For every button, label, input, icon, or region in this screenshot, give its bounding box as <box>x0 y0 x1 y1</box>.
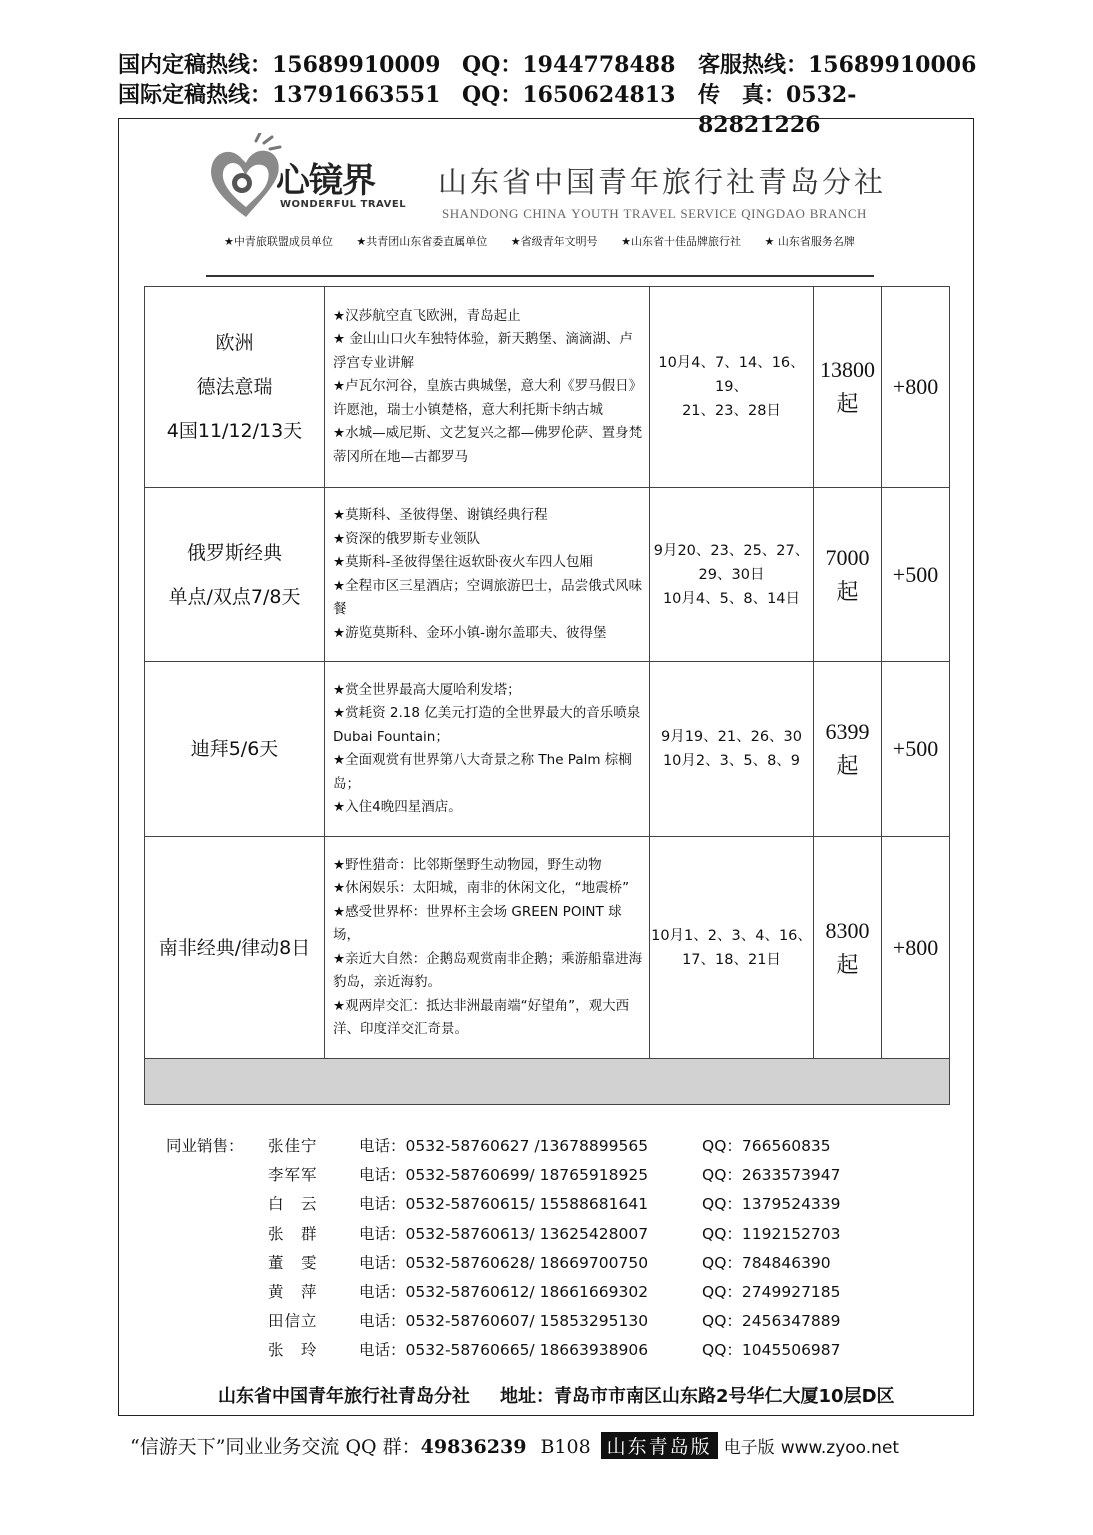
footer-qq-group: 49836239 <box>420 1436 527 1458</box>
staff-qq: QQ：1192152703 <box>702 1224 841 1243</box>
price-value: 6399 <box>825 719 870 744</box>
highlight-item: ★野性猎奇：比邻斯堡野生动物园，野生动物 <box>333 856 602 873</box>
table-footer-band <box>145 1059 950 1105</box>
date-line: 10月2、3、5、8、9 <box>662 753 801 769</box>
sales-contact-row <box>166 1309 866 1338</box>
sales-contacts <box>166 1134 866 1368</box>
highlight-item: ★全程市区三星酒店；空调旅游巴士，品尝俄式风味餐 <box>333 577 643 617</box>
highlight-item: ★亲近大自然：企鹅岛观赏南非企鹅；乘游船靠进海豹岛，亲近海豹。 <box>333 950 643 990</box>
agency-name-en-word: TRAVEL <box>623 206 677 221</box>
route-row-dubai <box>145 662 950 837</box>
sales-contact-row <box>166 1192 866 1221</box>
highlight-item: ★ 金山山口火车独特体验，新天鹅堡、滴滴湖、卢浮宫专业讲解 <box>333 331 633 371</box>
route-row-europe <box>145 287 950 488</box>
staff-phone: 电话：0532-58760613/ 13625428007 <box>359 1224 649 1243</box>
sales-contact-row <box>166 1134 866 1163</box>
route-highlights <box>325 837 650 1059</box>
agency-name-en-word: SHANDONG <box>442 206 519 221</box>
staff-name: 张 群 <box>268 1224 318 1243</box>
highlight-item: ★游览莫斯科、金环小镇-谢尔盖耶夫、彼得堡 <box>333 624 607 641</box>
sales-contact-row <box>166 1222 866 1251</box>
staff-phone: 电话：0532-58760612/ 18661669302 <box>359 1282 649 1301</box>
agency-name-en-word: SERVICE <box>680 206 737 221</box>
staff-phone: 电话：0532-58760615/ 15588681641 <box>359 1195 649 1214</box>
agency-name-en-word: QINGDAO <box>741 206 806 221</box>
ebook-label: 电子版 <box>723 1438 775 1458</box>
staff-name: 董 雯 <box>268 1253 318 1272</box>
highlight-item: ★赏耗资 2.18 亿美元打造的全世界最大的音乐喷泉 Dubai Fountain； <box>333 705 641 745</box>
staff-qq: QQ：766560835 <box>702 1137 831 1155</box>
agency-name-en-word: CHINA <box>523 206 567 221</box>
price-suffix: 起 <box>836 951 859 977</box>
staff-qq: QQ：784846390 <box>702 1253 831 1272</box>
honor-item: ★省级青年文明号 <box>510 235 598 248</box>
hotline-row <box>118 50 978 80</box>
fax-number: 传 真：0532-82821226 <box>698 82 857 138</box>
staff-name: 张佳宁 <box>268 1137 318 1155</box>
route-name <box>145 837 325 1059</box>
footer-slogan: “信游天下”同业业务交流 QQ 群： <box>130 1436 421 1458</box>
route-row-russia <box>145 488 950 662</box>
price-suffix: 起 <box>836 753 859 778</box>
header-divider <box>206 275 874 277</box>
staff-qq: QQ：2749927185 <box>702 1282 841 1301</box>
agency-name-en-word: BRANCH <box>809 206 867 221</box>
route-name-line: 南非经典/律动8日 <box>158 936 311 959</box>
date-line: 10月4、5、8、14日 <box>662 590 801 607</box>
route-name <box>145 287 325 488</box>
highlight-item: ★全面观赏有世界第八大奇景之称 The Palm 棕榈岛； <box>333 752 632 792</box>
highlight-item: ★休闲娱乐：太阳城，南非的休闲文化，“地震桥” <box>333 880 630 896</box>
gray-band <box>145 1059 950 1105</box>
highlight-item: ★卢瓦尔河谷，皇族古典城堡，意大利《罗马假日》许愿池，瑞士小镇楚格，意大利托斯卡纳古城 <box>333 378 643 418</box>
route-dates <box>650 488 814 662</box>
route-name-line: 4国11/12/13天 <box>166 420 303 442</box>
price-suffix: 起 <box>836 578 859 604</box>
agency-name-en <box>442 206 867 222</box>
route-highlights <box>325 287 650 488</box>
international-qq: QQ：1650624813 <box>462 82 676 108</box>
route-surcharge: +800 <box>882 287 950 488</box>
company-address <box>218 1382 895 1408</box>
highlight-item: ★资深的俄罗斯专业领队 <box>333 530 481 547</box>
staff-name: 李军军 <box>268 1166 318 1185</box>
staff-qq: QQ：1045506987 <box>702 1341 841 1360</box>
company-name: 山东省中国青年旅行社青岛分社 <box>218 1386 470 1407</box>
highlight-item: ★赏全世界最高大厦哈利发塔； <box>333 681 521 698</box>
route-name <box>145 488 325 662</box>
agency-name-cn: 山东省中国青年旅行社青岛分社 <box>438 165 887 199</box>
route-surcharge: +500 <box>882 662 950 837</box>
date-line: 29、30日 <box>698 566 765 583</box>
sales-label: 同业销售： <box>166 1137 244 1155</box>
route-highlights <box>325 662 650 837</box>
hotline-header <box>118 50 978 138</box>
route-price <box>814 837 882 1059</box>
highlight-item: ★水城—威尼斯、文艺复兴之都—佛罗伦萨、置身梵蒂冈所在地—古都罗马 <box>333 425 643 465</box>
routes-table <box>144 286 950 1105</box>
honor-item: ★中青旅联盟成员单位 <box>224 235 333 248</box>
international-hotline: 国际定稿热线：13791663551 <box>118 82 441 108</box>
staff-qq: QQ：2456347889 <box>702 1312 841 1331</box>
staff-qq: QQ：1379524339 <box>702 1195 841 1214</box>
highlight-item: ★莫斯科-圣彼得堡往返软卧夜火车四人包厢 <box>333 554 593 570</box>
logo-name-en: WONDERFUL TRAVEL <box>280 199 407 210</box>
route-name-line: 欧洲 <box>215 332 254 354</box>
highlight-item: ★观两岸交汇：抵达非洲最南端“好望角”，观大西洋、印度洋交汇奇景。 <box>333 997 630 1037</box>
service-hotline: 客服热线：15689910006 <box>698 52 977 78</box>
route-name-line: 迪拜5/6天 <box>190 738 279 760</box>
staff-phone: 电话：0532-58760699/ 18765918925 <box>359 1166 649 1185</box>
route-dates <box>650 837 814 1059</box>
honor-item: ★山东省十佳品牌旅行社 <box>621 235 741 248</box>
price-suffix: 起 <box>836 391 859 416</box>
heart-logo-icon <box>206 133 286 225</box>
route-dates <box>650 287 814 488</box>
route-dates <box>650 662 814 837</box>
staff-phone: 电话：0532-58760607/ 15853295130 <box>359 1312 649 1331</box>
staff-name: 张 玲 <box>268 1341 318 1360</box>
staff-phone: 电话：0532-58760627 /13678899565 <box>359 1137 649 1155</box>
domestic-qq: QQ：1944778488 <box>462 52 676 78</box>
address-text: 地址：青岛市市南区山东路2号华仁大厦10层D区 <box>500 1386 895 1407</box>
honor-item: ★共青团山东省委直属单位 <box>356 235 488 248</box>
staff-name: 白 云 <box>268 1195 318 1214</box>
edition-badge: 山东青岛版 <box>601 1432 718 1459</box>
date-line: 9月19、21、26、30 <box>660 729 803 745</box>
price-value: 7000 <box>825 544 870 570</box>
route-price <box>814 488 882 662</box>
date-line: 17、18、21日 <box>682 951 781 968</box>
agency-name-en-word: YOUTH <box>571 206 620 221</box>
route-name <box>145 662 325 837</box>
price-value: 8300 <box>825 917 870 943</box>
route-name-line: 德法意瑞 <box>196 376 273 398</box>
staff-qq: QQ：2633573947 <box>702 1166 841 1185</box>
date-line: 10月4、7、14、16、19、 <box>658 355 805 395</box>
route-name-line: 俄罗斯经典 <box>186 541 282 564</box>
hotline-row <box>118 80 978 138</box>
date-line: 10月1、2、3、4、16、 <box>651 927 812 944</box>
sales-contact-row <box>166 1163 866 1192</box>
route-surcharge: +800 <box>882 837 950 1059</box>
route-price <box>814 287 882 488</box>
route-highlights <box>325 488 650 662</box>
agency-logo <box>206 133 416 225</box>
route-row-south-africa <box>145 837 950 1059</box>
logo-name-cn: 心镜界 <box>276 161 375 201</box>
sales-contact-row <box>166 1251 866 1280</box>
staff-name: 田信立 <box>268 1312 318 1331</box>
staff-phone: 电话：0532-58760628/ 18669700750 <box>359 1253 649 1272</box>
staff-phone: 电话：0532-58760665/ 18663938906 <box>359 1341 649 1360</box>
website-link[interactable]: www.zyoo.net <box>780 1438 900 1458</box>
highlight-item: ★感受世界杯：世界杯主会场 GREEN POINT 球场， <box>333 903 622 943</box>
honor-item: ★ 山东省服务名牌 <box>764 235 855 248</box>
route-surcharge: +500 <box>882 488 950 662</box>
sales-contact-row <box>166 1280 866 1309</box>
route-name-line: 单点/双点7/8天 <box>168 585 301 608</box>
page-footer <box>130 1432 899 1459</box>
highlight-item: ★汉莎航空直飞欧洲，青岛起止 <box>333 307 521 324</box>
page-number: B108 <box>540 1436 591 1458</box>
date-line: 21、23、28日 <box>682 403 781 419</box>
sales-contact-row <box>166 1338 866 1367</box>
domestic-hotline: 国内定稿热线：15689910009 <box>118 52 441 78</box>
staff-name: 黄 萍 <box>268 1282 318 1301</box>
honors-list <box>224 233 874 249</box>
route-price <box>814 662 882 837</box>
date-line: 9月20、23、25、27、 <box>653 542 810 559</box>
highlight-item: ★入住4晚四星酒店。 <box>333 799 462 815</box>
price-value: 13800 <box>820 357 875 382</box>
highlight-item: ★莫斯科、圣彼得堡、谢镇经典行程 <box>333 507 548 523</box>
